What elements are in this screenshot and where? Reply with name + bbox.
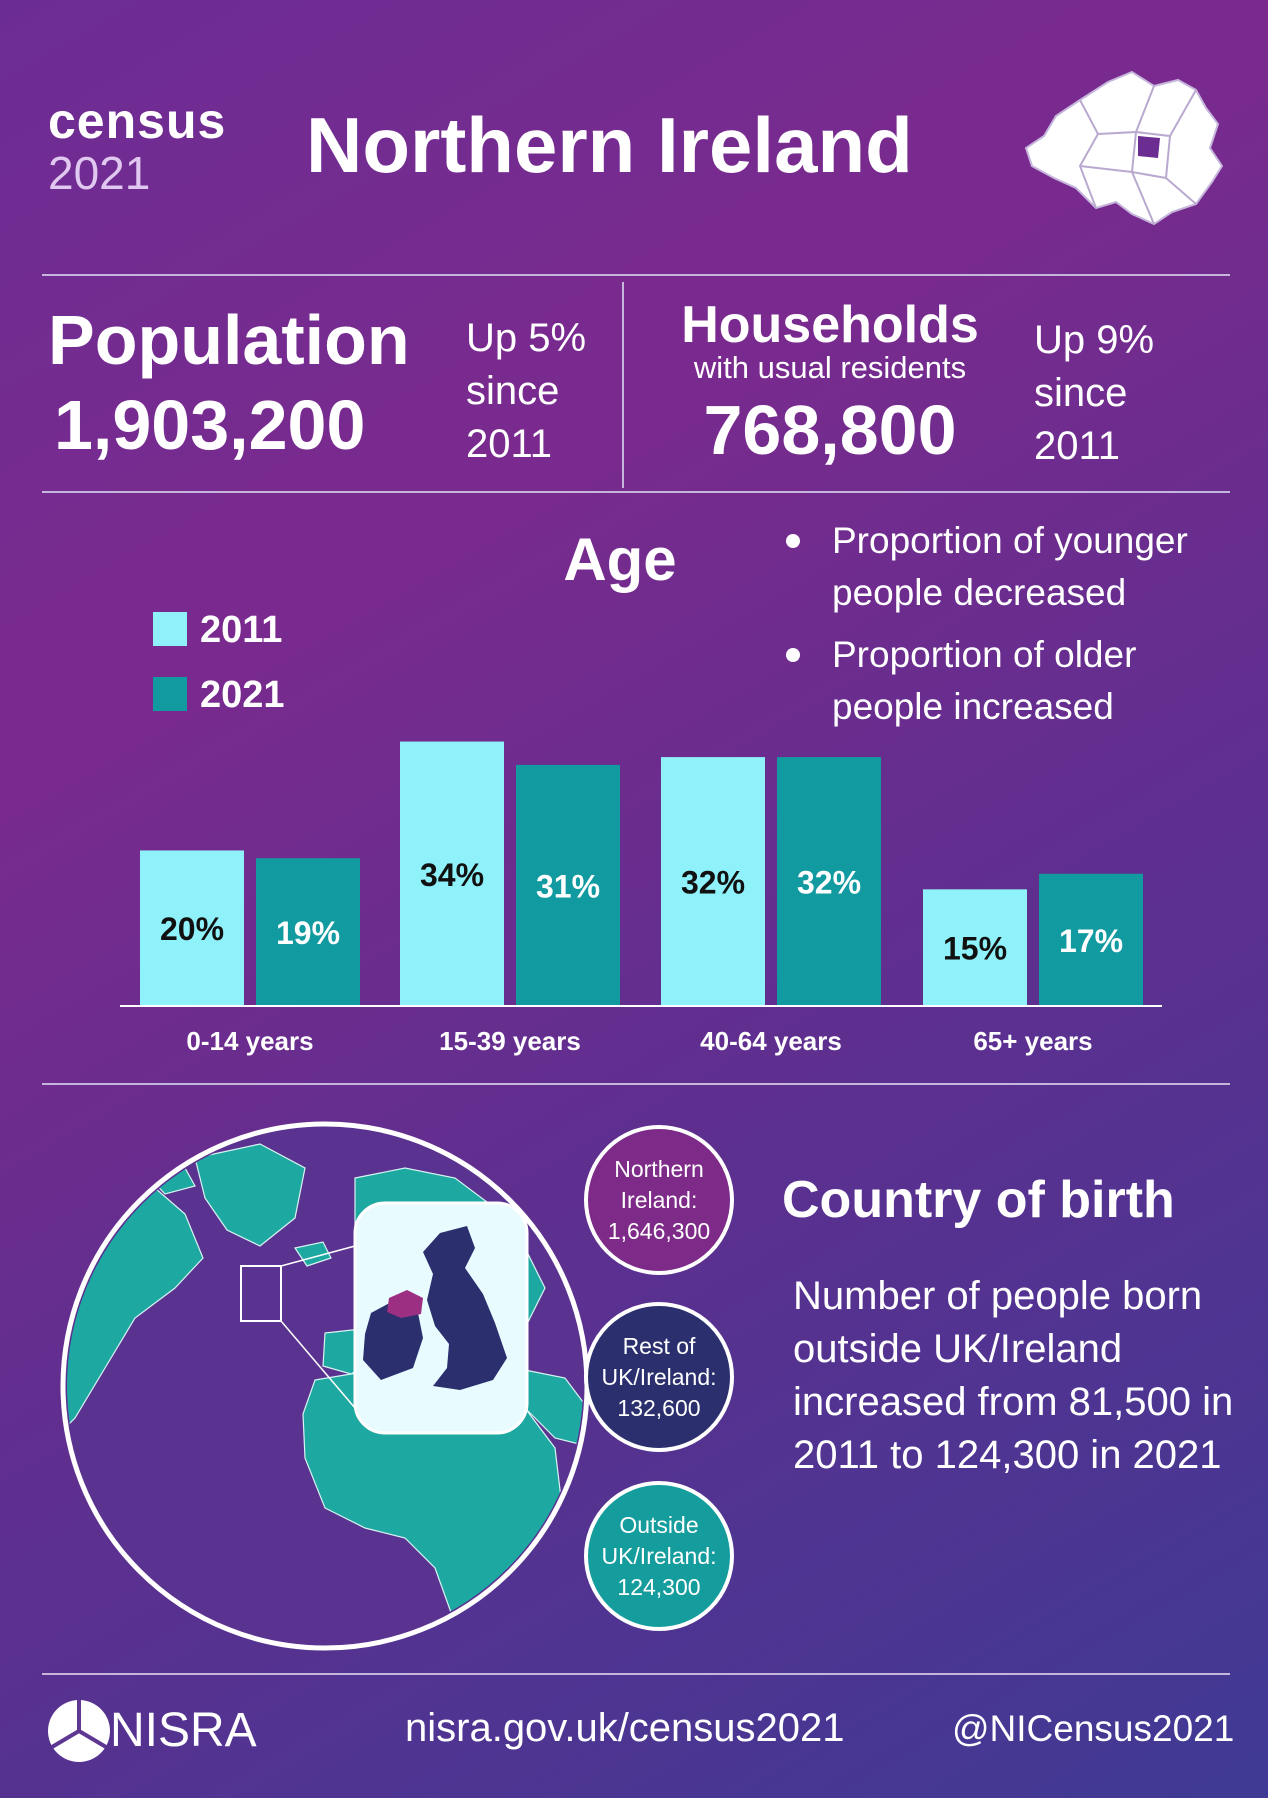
nisra-logo-text: NISRA <box>110 1704 257 1757</box>
divider-top <box>42 274 1230 276</box>
age-bullet-text: Proportion of older people increased <box>832 634 1137 727</box>
bubble-text: 132,600 <box>617 1394 701 1421</box>
bar-value-label: 20% <box>159 911 225 948</box>
bubble-text: Ireland: <box>620 1186 698 1213</box>
category-label: 15-39 years <box>439 1026 581 1056</box>
legend-swatch-2011 <box>153 612 187 646</box>
bar-value-label: 31% <box>535 868 601 905</box>
divider-stats-bottom <box>42 491 1230 493</box>
divider-footer <box>42 1673 1230 1675</box>
category-label: 65+ years <box>973 1026 1093 1056</box>
households-value: 768,800 <box>703 391 957 469</box>
bar-value-label: 17% <box>1058 922 1124 959</box>
age-bullet-text: Proportion of younger people decreased <box>832 520 1188 613</box>
population-change-line: 2011 <box>466 422 553 466</box>
bullet-dot-icon <box>786 534 800 548</box>
country-of-birth-title: Country of birth <box>782 1171 1175 1229</box>
households-change-line: 2011 <box>1034 424 1121 468</box>
age-bar-chart <box>0 600 1268 1070</box>
bubble-text: Outside <box>619 1511 699 1538</box>
country-of-birth-text: Number of people born outside UK/Ireland increased from 81,500 in 2011 to 124,300 in 2021 <box>793 1274 1234 1477</box>
bubble-text: 124,300 <box>617 1573 701 1600</box>
population-change <box>466 312 606 471</box>
bubble-text: Rest of <box>622 1332 696 1359</box>
bar-value-label: 15% <box>942 930 1008 967</box>
households-change <box>1034 314 1174 473</box>
divider-age-bottom <box>42 1083 1230 1085</box>
northern-ireland-map-icon <box>1020 62 1225 232</box>
population-label: Population <box>48 301 410 379</box>
bubble-northern-ireland <box>584 1125 734 1275</box>
bar-value-label: 32% <box>680 864 746 901</box>
bubble-text: UK/Ireland: <box>601 1542 717 1569</box>
footer-twitter-handle[interactable]: @NICensus2021 <box>952 1708 1235 1749</box>
legend-label-2021: 2021 <box>200 674 285 716</box>
category-label: 40-64 years <box>700 1026 842 1056</box>
uk-ireland-inset <box>355 1203 527 1433</box>
households-change-line: since <box>1034 371 1128 415</box>
legend-swatch-2021 <box>153 677 187 711</box>
stats-divider <box>622 282 624 488</box>
bubble-text: Northern <box>614 1155 704 1182</box>
bar-value-label: 32% <box>796 864 862 901</box>
population-change-line: since <box>466 369 560 413</box>
bubble-rest-of-uk-ireland <box>584 1302 734 1452</box>
globe-map <box>55 1118 595 1653</box>
page-title: Northern Ireland <box>306 101 913 189</box>
population-value: 1,903,200 <box>54 386 366 464</box>
legend-label-2011: 2011 <box>200 609 283 651</box>
households-change-line: Up 9% <box>1034 318 1155 362</box>
bubble-text: 1,646,300 <box>607 1217 711 1244</box>
census-logo-word: census <box>48 93 227 149</box>
population-change-line: Up 5% <box>466 316 587 360</box>
age-title: Age <box>563 526 677 593</box>
households-label: Households <box>681 296 979 354</box>
footer-url-link[interactable]: nisra.gov.uk/census2021 <box>405 1706 845 1750</box>
category-label: 0-14 years <box>186 1026 314 1056</box>
nisra-logo-icon <box>44 1696 114 1766</box>
bar-value-label: 19% <box>275 915 341 952</box>
census-logo-year: 2021 <box>48 147 151 199</box>
bar-value-label: 34% <box>419 856 485 893</box>
bubble-outside-uk-ireland <box>584 1481 734 1631</box>
bubble-text: UK/Ireland: <box>601 1363 717 1390</box>
households-sublabel: with usual residents <box>693 350 967 385</box>
